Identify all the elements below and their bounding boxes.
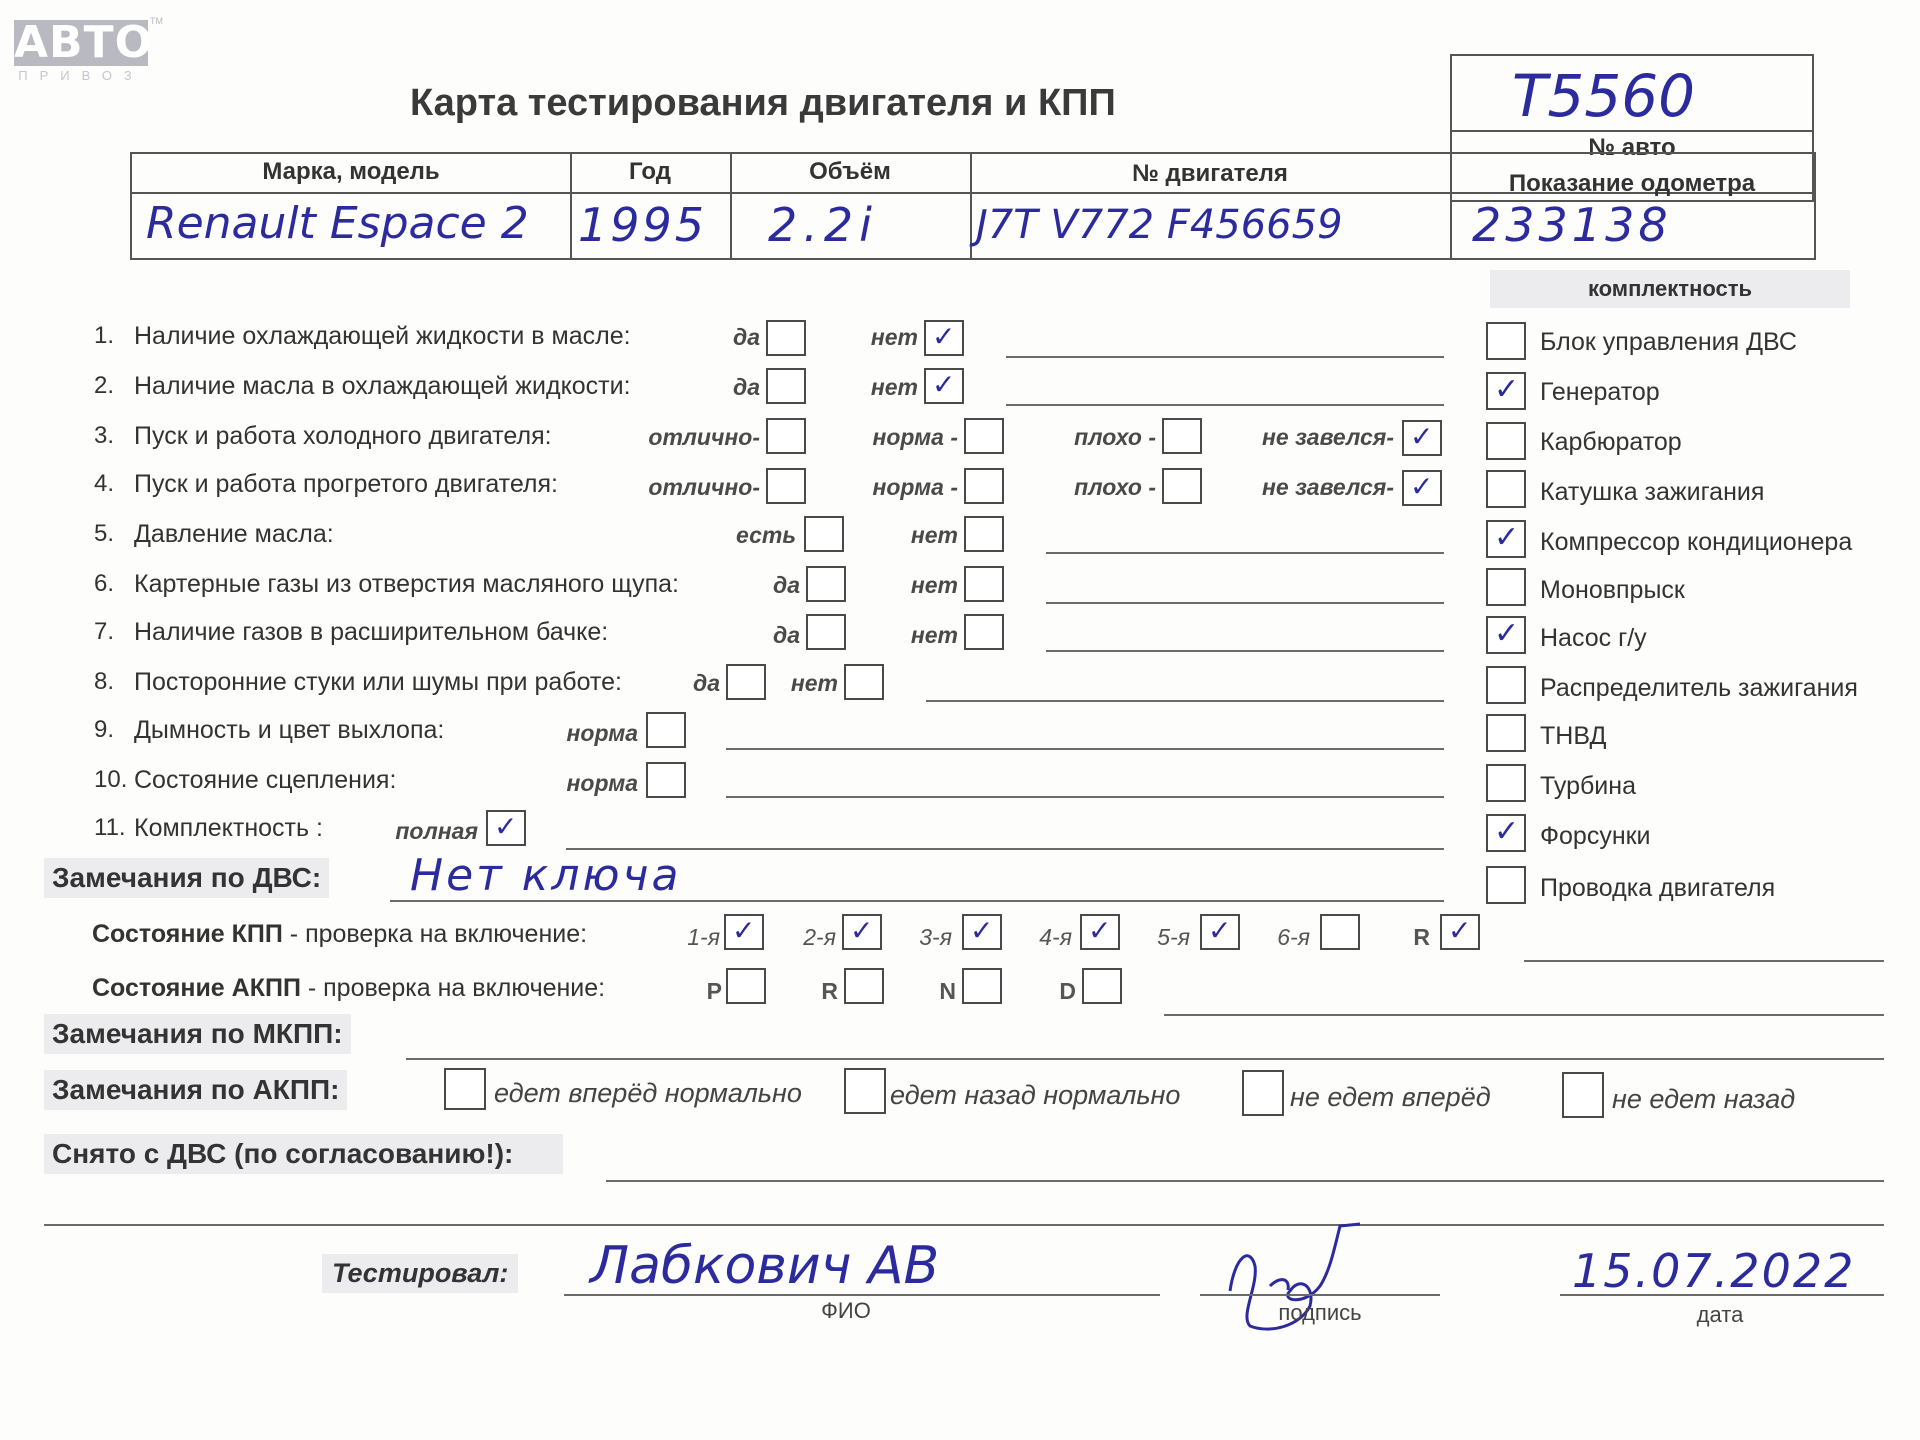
gear-checkbox[interactable] [842,914,882,950]
kit-checkbox[interactable] [1486,568,1526,606]
option-label: нет [910,522,958,548]
akpp-label: Состояние АКПП - проверка на включение: [92,974,606,1002]
value-volume: 2.2i [768,198,878,252]
signature-label: подпись [1278,1300,1362,1325]
dvs-notes-label: Замечания по ДВС: [44,858,329,898]
kpp-label: Состояние КПП - проверка на включение: [92,920,588,948]
question-text: Картерные газы из отверстия масляного щупа: [134,570,679,598]
fio-line [564,1294,1160,1296]
value-engine-no: J7T V772 F456659 [976,202,1343,248]
question-number: 10. [94,766,128,793]
kit-checkbox[interactable] [1486,372,1526,410]
question-text: Посторонние стуки или шумы при работе: [134,668,622,696]
test-date: 15.07.2022 [1572,1244,1856,1298]
gear-label: 4-я [1039,924,1072,950]
kit-checkbox[interactable] [1486,814,1526,852]
question-number: 8. [94,668,115,695]
kit-checkbox[interactable] [1486,422,1526,460]
question-text: Комплектность : [134,814,323,842]
note-line [406,1058,1884,1060]
question-text: Наличие масла в охлаждающей жидкости: [134,372,631,400]
akpp-no-backward-checkbox[interactable] [1562,1072,1604,1118]
date-label: дата [1696,1302,1744,1327]
value-model: Renault Espace 2 [146,198,529,249]
kit-checkbox[interactable] [1486,866,1526,904]
kit-checkbox[interactable] [1486,666,1526,704]
car-number-label: № авто [1588,134,1676,161]
note-line [1524,960,1884,962]
kit-checkbox[interactable] [1486,470,1526,508]
gear-checkbox[interactable] [1080,914,1120,950]
checkbox-q5-no[interactable] [964,516,1004,552]
option-label: отлично- [648,474,760,500]
checkbox-q2-yes[interactable] [766,368,806,404]
tester-name: Лабкович АВ [590,1236,940,1296]
checkbox-q10-normal[interactable] [646,762,686,798]
checkbox-q7-yes[interactable] [806,614,846,650]
akpp-mode-checkbox[interactable] [1082,968,1122,1004]
question-number: 4. [94,470,115,497]
option-label: да [732,374,760,400]
kit-item-label: Проводка двигателя [1540,874,1776,902]
checkbox-q8-no[interactable] [844,664,884,700]
akpp-forward-ok-checkbox[interactable] [444,1068,486,1110]
column-header-engine-no: № двигателя [1132,160,1288,187]
kit-item-label: Распределитель зажигания [1540,674,1858,702]
value-odometer: 233138 [1472,198,1672,252]
akpp-mode-label: P [706,978,722,1004]
gear-label: 3-я [919,924,952,950]
checkbox-q1-no[interactable] [924,320,964,356]
akpp-mode-label: N [939,978,956,1004]
checkbox-q7-no[interactable] [964,614,1004,650]
note-line [606,1180,1884,1182]
checkbox-q3-excellent[interactable] [766,418,806,454]
kit-item-label: Форсунки [1540,822,1651,850]
kit-item-label: Карбюратор [1540,428,1682,456]
column-header-odometer: Показание одометра [1508,170,1756,197]
note-line [1046,552,1444,554]
checkbox-q9-normal[interactable] [646,712,686,748]
gear-label: 5-я [1157,924,1190,950]
question-number: 2. [94,372,115,399]
akpp-note-option: едет назад нормально [890,1080,1181,1110]
kit-item-label: Насос г/у [1540,624,1647,652]
kit-item-label: Компрессор кондиционера [1540,528,1853,556]
note-line [1164,1014,1884,1016]
option-label: нет [910,572,958,598]
checkbox-q2-no[interactable] [924,368,964,404]
column-header-model: Марка, модель [262,158,440,185]
checkbox-q4-bad[interactable] [1162,468,1202,504]
akpp-note-option: едет вперёд нормально [494,1078,802,1108]
question-number: 1. [94,322,115,349]
gear-label: 2-я [803,924,836,950]
akpp-note-option: не едет назад [1612,1084,1796,1114]
option-label: отлично- [648,424,760,450]
gear-checkbox[interactable] [1320,914,1360,950]
akpp-mode-label: R [821,978,838,1004]
option-label: да [772,572,800,598]
question-text: Наличие газов в расширительном бачке: [134,618,609,646]
checkbox-q3-not-started[interactable] [1402,420,1442,456]
kit-item-label: Турбина [1540,772,1636,800]
option-label: да [692,670,720,696]
akpp-no-forward-checkbox[interactable] [1242,1070,1284,1116]
question-number: 6. [94,570,115,597]
note-line [566,848,1444,850]
option-label: норма - [872,424,958,450]
akpp-note-option: не едет вперёд [1290,1082,1491,1112]
option-label: норма [566,770,638,796]
kit-item-label: Блок управления ДВС [1540,328,1797,356]
gear-label: R [1413,924,1430,950]
checkbox-q3-bad[interactable] [1162,418,1202,454]
logo-trademark: TM [150,16,163,26]
kit-item-label: ТНВД [1540,722,1607,750]
column-header-volume: Объём [809,158,891,185]
option-label: не завелся- [1262,424,1394,450]
note-line [1006,356,1444,358]
logo: АВТО [14,17,154,68]
value-year: 1995 [578,198,708,252]
question-number: 7. [94,618,115,645]
option-label: нет [790,670,838,696]
option-label: полная [395,818,478,844]
gear-label: 6-я [1277,924,1310,950]
car-number-value: T5560 [1512,62,1696,130]
question-text: Дымность и цвет выхлопа: [134,716,445,744]
checkbox-q4-not-started[interactable] [1402,470,1442,506]
option-label: плохо - [1074,474,1156,500]
option-label: да [772,622,800,648]
fio-label: ФИО [821,1298,871,1323]
kit-item-label: Генератор [1540,378,1660,406]
option-label: плохо - [1074,424,1156,450]
kit-checkbox[interactable] [1486,714,1526,752]
option-label: не завелся- [1262,474,1394,500]
signature-line [1200,1294,1440,1296]
kit-checkbox[interactable] [1486,322,1526,360]
kit-title: комплектность [1490,270,1850,308]
checkbox-q5-yes[interactable] [804,516,844,552]
checkbox-q3-normal[interactable] [964,418,1004,454]
checkbox-q6-no[interactable] [964,566,1004,602]
logo-subtitle: ПРИВОЗ [18,68,144,83]
note-line [926,700,1444,702]
option-label: нет [870,374,918,400]
checkbox-q6-yes[interactable] [806,566,846,602]
checkbox-q4-excellent[interactable] [766,468,806,504]
option-label: норма [566,720,638,746]
question-text: Наличие охлаждающей жидкости в масле: [134,322,631,350]
question-number: 3. [94,422,115,449]
akpp-backward-ok-checkbox[interactable] [844,1068,886,1114]
note-line [44,1224,1884,1226]
checkbox-q11-complete[interactable] [486,810,526,846]
note-line [390,900,1444,902]
option-label: есть [736,522,796,548]
gear-checkbox[interactable] [724,914,764,950]
mkpp-notes-label: Замечания по МКПП: [44,1014,351,1054]
question-text: Пуск и работа прогретого двигателя: [134,470,558,498]
kit-checkbox[interactable] [1486,520,1526,558]
page-title: Карта тестирования двигателя и КПП [410,82,1116,124]
option-label: нет [870,324,918,350]
question-number: 11. [94,814,126,841]
note-line [726,748,1444,750]
tested-label: Тестировал: [322,1254,518,1293]
kit-item-label: Катушка зажигания [1540,478,1765,506]
akpp-notes-label: Замечания по АКПП: [44,1070,347,1110]
checkbox-q1-yes[interactable] [766,320,806,356]
akpp-mode-label: D [1059,978,1076,1004]
checkbox-q4-normal[interactable] [964,468,1004,504]
gear-checkbox[interactable] [1440,914,1480,950]
note-line [1006,404,1444,406]
question-text: Давление масла: [134,520,334,548]
note-line [1046,602,1444,604]
kit-checkbox[interactable] [1486,764,1526,802]
kit-item-label: Моновпрыск [1540,576,1685,604]
gear-checkbox[interactable] [962,914,1002,950]
note-line [1046,650,1444,652]
dvs-notes-value: Нет ключа [410,850,682,901]
option-label: да [732,324,760,350]
removed-label: Снято с ДВС (по согласованию!): [44,1134,563,1174]
akpp-mode-checkbox[interactable] [726,968,766,1004]
date-line [1560,1294,1884,1296]
kit-checkbox[interactable] [1486,616,1526,654]
question-text: Пуск и работа холодного двигателя: [134,422,552,450]
question-text: Состояние сцепления: [134,766,397,794]
gear-checkbox[interactable] [1200,914,1240,950]
question-number: 5. [94,520,115,547]
akpp-mode-checkbox[interactable] [844,968,884,1004]
option-label: нет [910,622,958,648]
vehicle-info-table [130,152,1816,260]
note-line [726,796,1444,798]
checkbox-q8-yes[interactable] [726,664,766,700]
akpp-mode-checkbox[interactable] [962,968,1002,1004]
gear-label: 1-я [687,924,720,950]
option-label: норма - [872,474,958,500]
column-header-year: Год [629,158,671,185]
question-number: 9. [94,716,115,743]
